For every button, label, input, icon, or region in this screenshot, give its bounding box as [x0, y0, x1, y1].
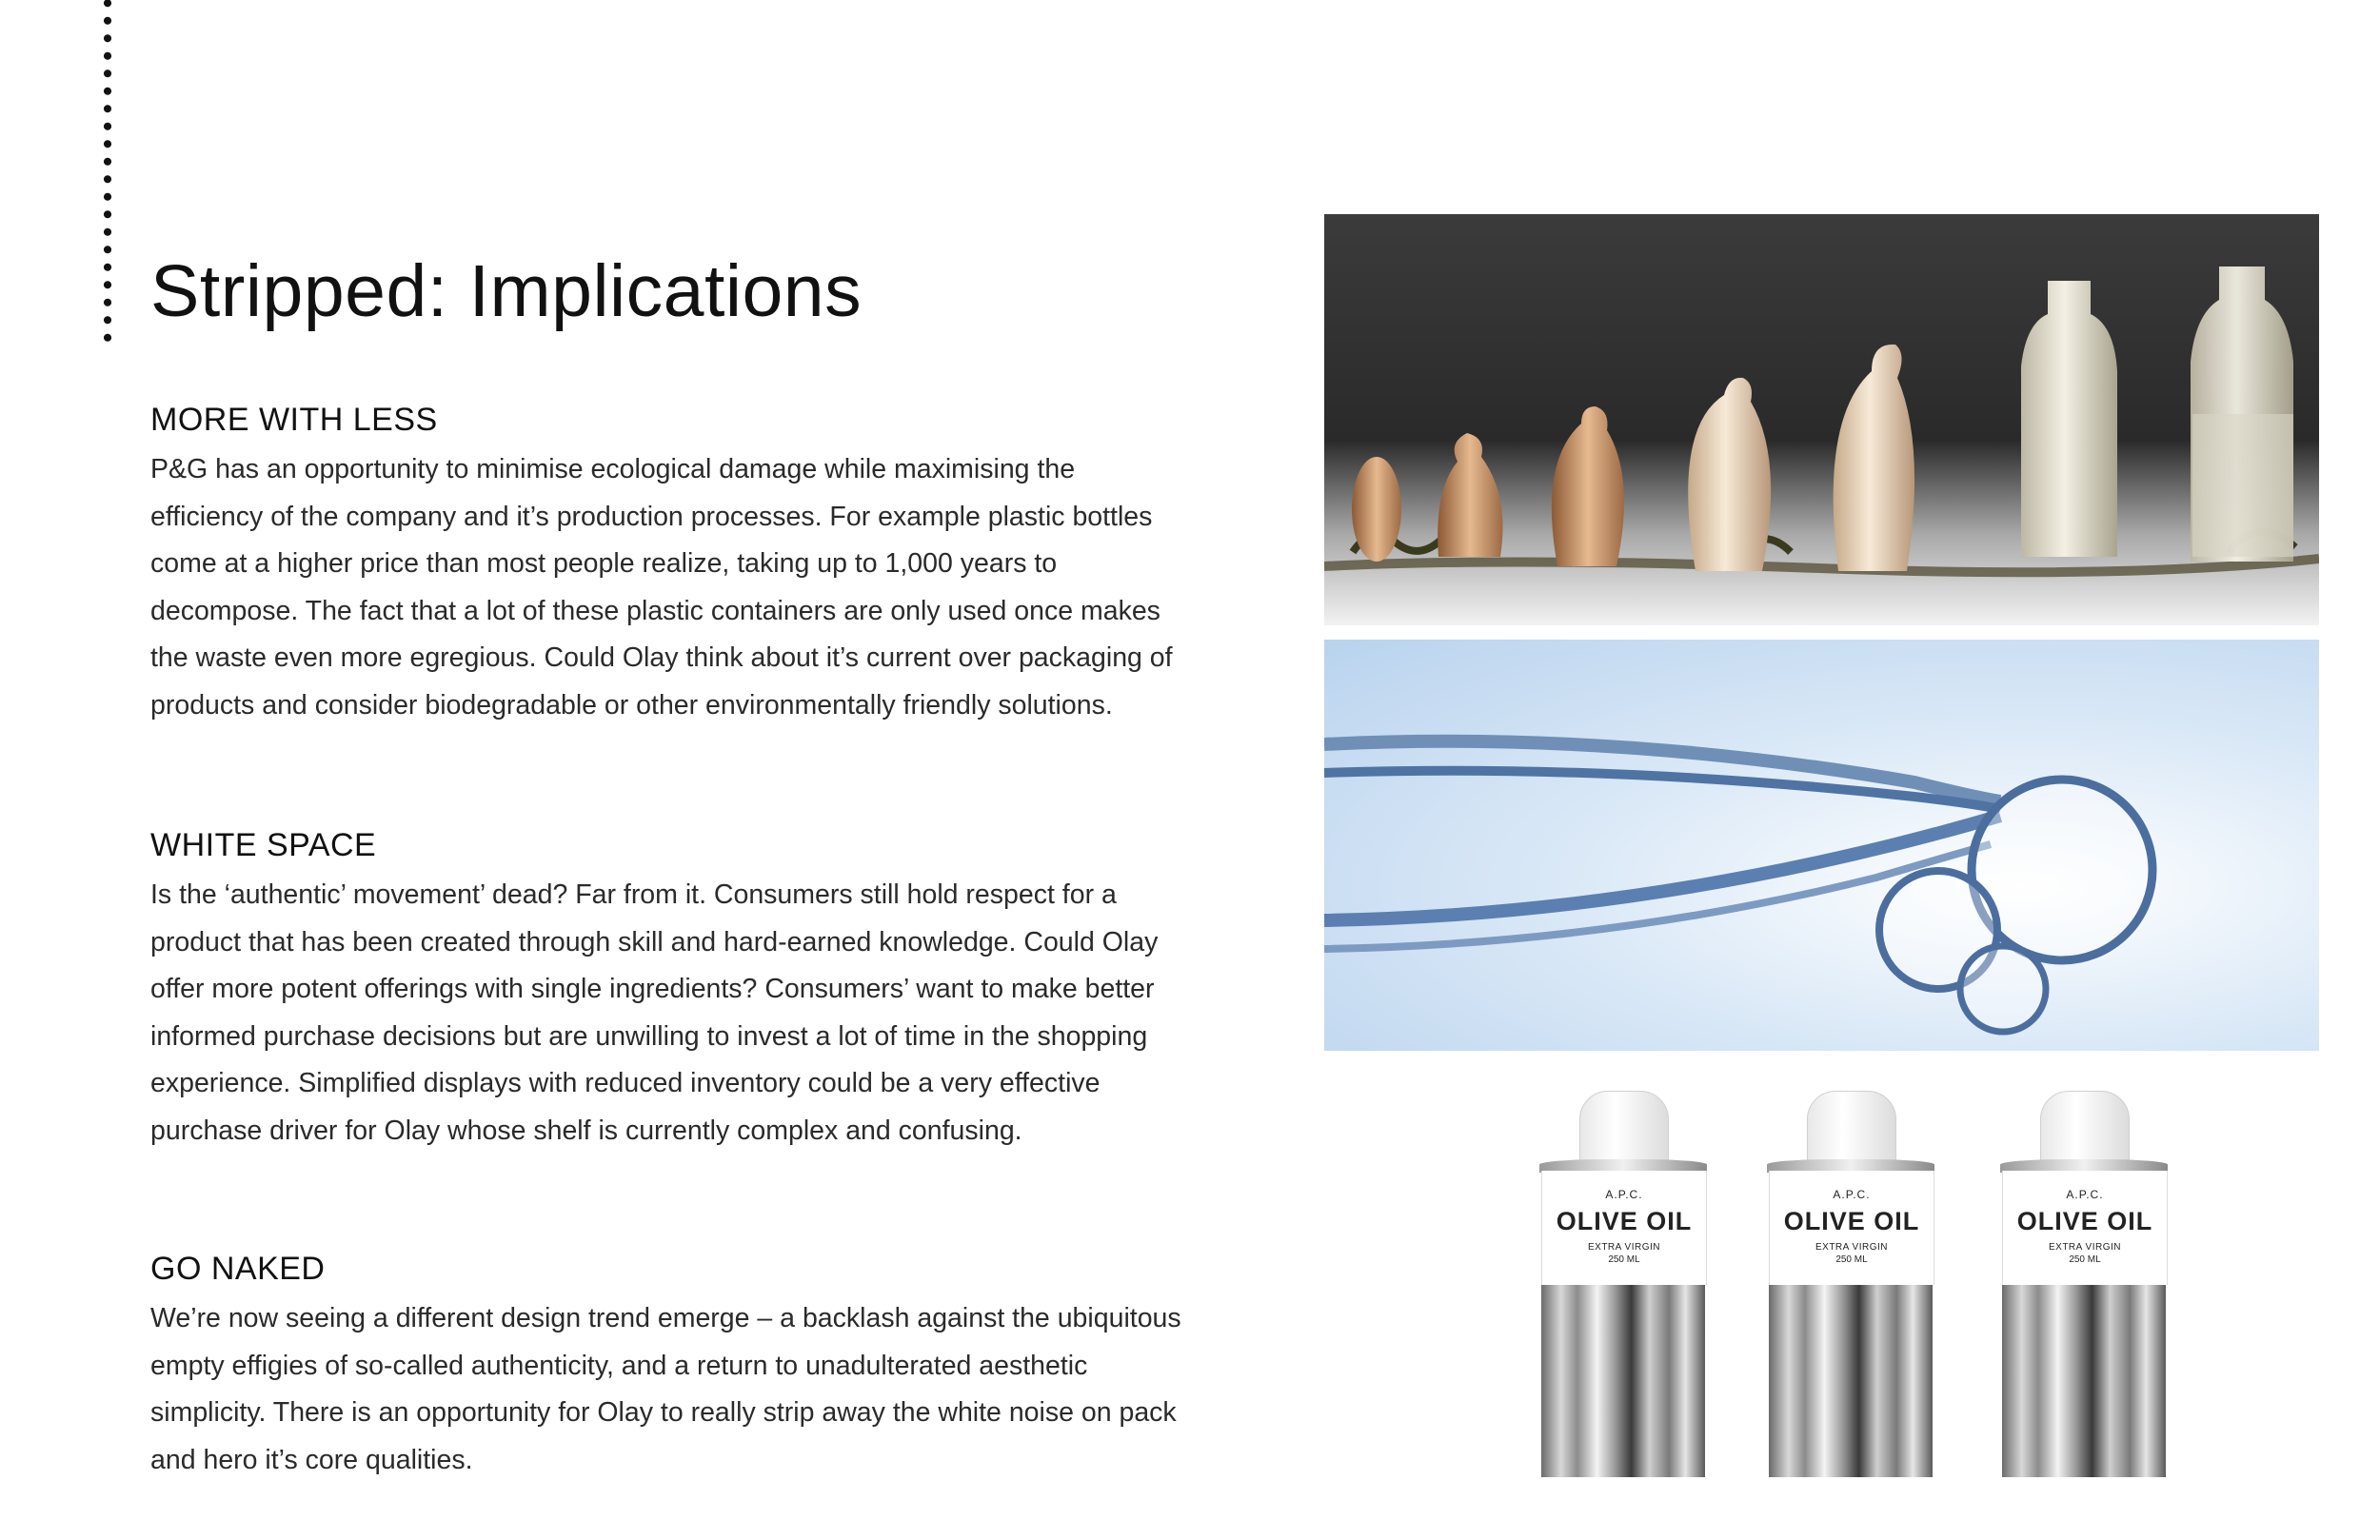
can-product-name: OLIVE OIL — [1556, 1207, 1693, 1235]
can-body — [1769, 1285, 1933, 1477]
section-heading: WHITE SPACE — [150, 827, 377, 863]
olive-oil-can — [2000, 1091, 2168, 1477]
can-cap — [1579, 1091, 1669, 1169]
section-go-naked — [150, 1251, 1188, 1484]
can-product-name: OLIVE OIL — [2016, 1207, 2153, 1235]
olive-oil-can — [1539, 1091, 1707, 1477]
can-label — [1541, 1171, 1707, 1285]
section-heading: GO NAKED — [150, 1251, 326, 1287]
can-brand: A.P.C. — [1833, 1188, 1871, 1201]
olive-oil-can — [1767, 1091, 1934, 1477]
can-body — [1541, 1285, 1705, 1477]
liquid-bubbles-photo — [1324, 640, 2319, 1051]
can-body — [2002, 1285, 2166, 1477]
can-product-name: OLIVE OIL — [1783, 1207, 1920, 1235]
can-brand: A.P.C. — [2066, 1188, 2104, 1201]
can-label — [2002, 1171, 2168, 1285]
bottles-illustration — [1324, 214, 2319, 625]
dotted-rule-decoration — [103, 0, 112, 348]
section-body: P&G has an opportunity to minimise ecological damage while maximising the efficiency of the company and it’s production processes. For example plastic bottles come at a higher price than most people realize, taking up to 1,000 years to decompose. The fact that a lot of these plastic containers are only used once makes the waste even more egregious. Could Olay think about it’s current over packaging of products and consider biodegradable or other environmentally friendly solutions. — [150, 454, 1173, 721]
section-white-space — [150, 827, 1188, 1155]
section-heading: MORE WITH LESS — [150, 402, 438, 438]
can-brand: A.P.C. — [1605, 1188, 1643, 1201]
olive-oil-cans-photo — [1324, 1066, 2319, 1477]
can-volume: 250 ML — [1608, 1254, 1640, 1265]
bubbles-illustration — [1324, 640, 2319, 1051]
can-variant: EXTRA VIRGIN — [1587, 1242, 1660, 1253]
can-label — [1769, 1171, 1934, 1285]
section-more-with-less — [150, 402, 1188, 729]
can-volume: 250 ML — [2069, 1254, 2101, 1265]
section-body: We’re now seeing a different design trend emerge – a backlash against the ubiquitous empty effigies of so-called authenticity, and a return to unadulterated aesthetic simplicity. There is an opportunity for Olay to really strip away the white noise on pack and hero it’s core qualities. — [150, 1303, 1181, 1475]
can-variant: EXTRA VIRGIN — [2048, 1242, 2121, 1253]
biodegradable-bottles-photo — [1324, 214, 2319, 625]
can-cap — [2040, 1091, 2130, 1169]
can-variant: EXTRA VIRGIN — [1815, 1242, 1888, 1253]
can-volume: 250 ML — [1835, 1254, 1868, 1265]
can-cap — [1807, 1091, 1896, 1169]
section-body: Is the ‘authentic’ movement’ dead? Far from it. Consumers still hold respect for a product that has been created through skill and hard-earned knowledge. Could Olay offer more potent offerings with single ingredients? Consumers’ want to make better informed purchase decisions but are unwilling to invest a lot of time in the shopping experience. Simplified displays with reduced inventory could be a very effective purchase driver for Olay whose shelf is currently complex and confusing. — [150, 879, 1159, 1146]
page-title: Stripped: Implications — [150, 250, 863, 332]
